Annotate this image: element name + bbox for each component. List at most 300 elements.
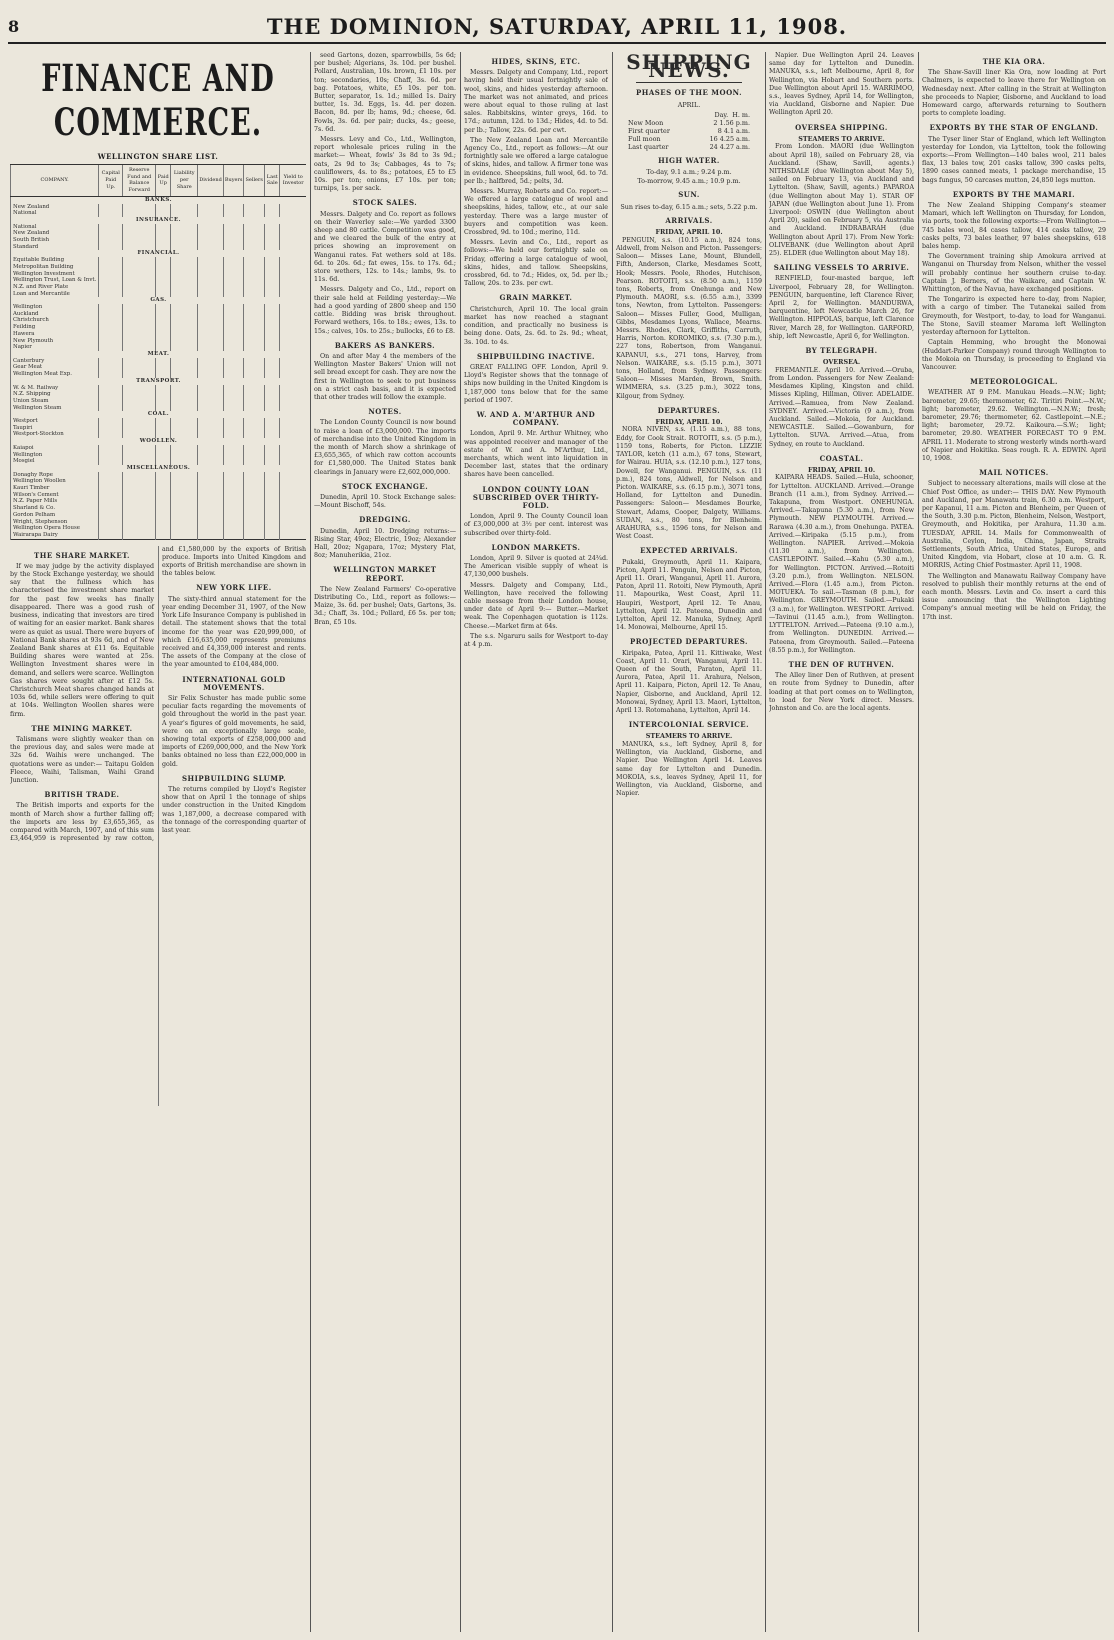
- newspaper-title: THE DOMINION, SATURDAY, APRIL 11, 1908.: [266, 13, 848, 39]
- table-group-row: [11, 297, 307, 304]
- table-cell: [223, 431, 244, 438]
- sun-line: Sun rises to-day, 6.15 a.m.; sets, 5.22 p.m.: [620, 202, 758, 211]
- page-number: 8: [8, 16, 20, 36]
- table-cell: [171, 344, 198, 351]
- article-text: On and after May 4 the members of the Wellington Master Bakers' Union will not sell bread except for cash. They are now the first in Wellington to seek to put business on a strict cash basis, and it is expected that other trades will follow the example.: [314, 352, 456, 401]
- table-header: Capital Paid Up.: [99, 165, 123, 197]
- table-cell: [244, 304, 265, 311]
- table-cell: [123, 358, 156, 365]
- table-cell: [264, 364, 279, 371]
- table-cell: [223, 338, 244, 345]
- table-cell: [223, 472, 244, 479]
- moon-phase-time: [718, 127, 750, 135]
- table-cell: [156, 385, 171, 392]
- table-cell: [99, 385, 123, 392]
- table-cell: [171, 405, 198, 412]
- article-text: Messrs. Dalgety and Company, Ltd., Wellington, have received the following cable message from their London house, under date of April 9:— Butter.—Market weak. The Copenhagen quotation is 112s. Cheese.—Market firm at 64s.: [464, 581, 608, 630]
- company-name: Westport-Stockton: [11, 431, 99, 438]
- table-cell: [99, 498, 123, 505]
- table-cell: [223, 512, 244, 519]
- table-cell: [244, 405, 265, 412]
- table-cell: [156, 391, 171, 398]
- table-group-row: [11, 378, 307, 385]
- table-cell: [198, 224, 224, 231]
- company-name: South British: [11, 237, 99, 244]
- table-cell: [99, 324, 123, 331]
- table-cell: [123, 271, 156, 278]
- article-heading: EXPORTS BY THE STAR OF ENGLAND.: [929, 123, 1099, 133]
- article-heading: WELLINGTON MARKET REPORT.: [333, 565, 437, 583]
- article-text: Messrs. Dalgety and Co. report as follows on their Waverley sale:—We yarded 3300 sheep and 80 cattle. Competition was good, and we cleared the bulk of the entry at prices showing an improvement on Wanganui rates. Fat wethers sold at 18s. 6d. to 20s. 6d.; fat ewes, 15s. to 17s. 6d.; store wethers, 12s. to 14s.; lambs, 9s. to 11s. 6d.: [314, 210, 456, 284]
- moon-phase-time: [710, 143, 750, 151]
- table-cell: [244, 331, 265, 338]
- table-group-name: INSURANCE.: [11, 217, 307, 224]
- table-group-row: [11, 351, 307, 358]
- table-cell: [171, 277, 198, 284]
- table-header: Last Sale: [264, 165, 279, 197]
- table-cell: [198, 264, 224, 271]
- table-cell: [156, 257, 171, 264]
- moon-month: APRIL.: [677, 100, 701, 109]
- moon-phase-row: [628, 119, 750, 127]
- company-name: N.Z. and River Plate: [11, 284, 99, 291]
- table-cell: [244, 277, 265, 284]
- table-cell: [123, 257, 156, 264]
- table-cell: [198, 338, 224, 345]
- company-name: Wright, Stephenson: [11, 519, 99, 526]
- table-row: [11, 405, 307, 412]
- table-row: [11, 271, 307, 278]
- table-cell: [123, 244, 156, 251]
- table-cell: [264, 244, 279, 251]
- company-name: Loan and Mercantile: [11, 291, 99, 298]
- table-cell: [223, 405, 244, 412]
- company-name: Taupiri: [11, 425, 99, 432]
- table-cell: [99, 244, 123, 251]
- table-cell: [171, 331, 198, 338]
- company-name: Wellington Investment: [11, 271, 99, 278]
- article-text: The New Zealand Loan and Mercantile Agency Co., Ltd., report as follows:—At our fortnightly sale we offered a large catalogue of skins, hides, and tallow. A firmer tone was in evidence. Sheepskins, full wool, 6d. to 7d. per lb.; halfbred, 5d.; pelts, 3d.: [464, 136, 608, 185]
- table-cell: [244, 492, 265, 499]
- table-cell: [99, 230, 123, 237]
- table-cell: [171, 385, 198, 392]
- article-subheading: FRIDAY, APRIL 10.: [655, 417, 723, 426]
- table-cell: [280, 291, 306, 298]
- column-rule: [310, 52, 311, 1632]
- table-cell: [264, 385, 279, 392]
- table-cell: [264, 472, 279, 479]
- table-cell: [99, 344, 123, 351]
- table-row: [11, 257, 307, 264]
- table-cell: [264, 458, 279, 465]
- table-cell: [280, 418, 306, 425]
- table-group-row: [11, 465, 307, 472]
- table-cell: [198, 398, 224, 405]
- moon-phase-name: Last quarter: [628, 143, 669, 152]
- table-cell: [99, 425, 123, 432]
- table-cell: [244, 425, 265, 432]
- table-group-name: WOOLLEN.: [11, 438, 307, 445]
- table-cell: [244, 364, 265, 371]
- table-cell: [280, 472, 306, 479]
- table-group-row: [11, 217, 307, 224]
- table-row: [11, 237, 307, 244]
- table-cell: [171, 512, 198, 519]
- table-cell: [223, 291, 244, 298]
- table-cell: [123, 291, 156, 298]
- table-cell: [198, 505, 224, 512]
- table-header: Buyers: [223, 165, 244, 197]
- table-cell: [171, 210, 198, 217]
- table-cell: [99, 519, 123, 526]
- table-cell: [244, 210, 265, 217]
- article-text: Subject to necessary alterations, mails will close at the Chief Post Office, as under:— THIS DAY. New Plymouth and Auckland, per Manawatu train, 6.30 a.m. Westport, per Kapanui, 11 a.m. Picton and Blenheim, per Queen of the South, 3.30 p.m. Picton, Blenheim, Nelson, Westport, Greymouth, and Hokitika, per Arahura, 11.30 a.m. TUESDAY, APRIL 14. Mails for Commonwealth of Australia, Ceylon, India, China, Japan, Straits Settlements, South Africa, United States, Europe, and United Kingdom, via Hobart, close at 10 a.m. G. R. MORRIS, Acting Chief Postmaster. April 11, 1908.: [922, 480, 1106, 570]
- table-cell: [198, 405, 224, 412]
- article-heading: METEOROLOGICAL.: [970, 377, 1058, 387]
- table-row: [11, 478, 307, 485]
- table-cell: [280, 452, 306, 459]
- table-cell: [198, 498, 224, 505]
- article-heading: W. AND A. M'ARTHUR AND COMPANY.: [476, 409, 596, 428]
- table-cell: [99, 398, 123, 405]
- table-row: [11, 244, 307, 251]
- article-text: The returns compiled by Lloyd's Register show that on April 1 the tonnage of ships under construction in the United Kingdom was 1,187,000, a decrease compared with the tonnage of the corresponding quarter of last year.: [162, 785, 306, 834]
- table-header: Reserve Fund and Balance Forward: [123, 165, 156, 197]
- finance-title: FINANCE AND COMMERCE.: [41, 57, 275, 145]
- article-heading: BRITISH TRADE.: [44, 790, 120, 800]
- table-row: [11, 532, 307, 539]
- table-cell: [171, 358, 198, 365]
- table-cell: [123, 418, 156, 425]
- table-cell: [264, 485, 279, 492]
- table-group-name: COAL.: [11, 411, 307, 418]
- article-heading: NOTES.: [368, 407, 402, 417]
- table-cell: [156, 512, 171, 519]
- article-heading: HIDES, SKINS, ETC.: [491, 57, 581, 66]
- table-cell: [223, 398, 244, 405]
- table-cell: [264, 257, 279, 264]
- moon-phase-day: 2: [713, 119, 718, 128]
- table-cell: [264, 204, 279, 211]
- table-cell: [156, 371, 171, 378]
- company-name: Standard: [11, 244, 99, 251]
- table-cell: [171, 230, 198, 237]
- article-text: Christchurch, April 10. The local grain market has now reached a stagnant condition, and practically no business is being done. Oats, 2s. 6d. to 2s. 9d.; wheat, 3s. 10d. to 4s.: [464, 305, 608, 346]
- table-cell: [198, 525, 224, 532]
- table-cell: [156, 271, 171, 278]
- table-row: [11, 398, 307, 405]
- table-row: [11, 364, 307, 371]
- table-cell: [264, 371, 279, 378]
- table-cell: [223, 264, 244, 271]
- table-cell: [156, 324, 171, 331]
- table-cell: [99, 472, 123, 479]
- table-row: [11, 472, 307, 479]
- table-cell: [280, 358, 306, 365]
- table-group-name: TRANSPORT.: [11, 378, 307, 385]
- company-name: Wellington Steam: [11, 405, 99, 412]
- table-cell: [223, 311, 244, 318]
- table-cell: [171, 472, 198, 479]
- table-row: [11, 458, 307, 465]
- table-cell: [171, 311, 198, 318]
- table-cell: [123, 324, 156, 331]
- table-row: [11, 264, 307, 271]
- table-cell: [156, 519, 171, 526]
- table-cell: [264, 271, 279, 278]
- table-cell: [223, 364, 244, 371]
- table-cell: [198, 331, 224, 338]
- table-cell: [99, 271, 123, 278]
- table-cell: [99, 311, 123, 318]
- table-row: [11, 358, 307, 365]
- table-cell: [123, 512, 156, 519]
- table-cell: [171, 364, 198, 371]
- table-cell: [156, 311, 171, 318]
- table-cell: [99, 492, 123, 499]
- table-cell: [99, 331, 123, 338]
- table-cell: [244, 244, 265, 251]
- moon-phase-day: 8: [717, 127, 722, 136]
- moon-phase-hm: 1.56 p.m.: [719, 119, 750, 128]
- article-heading: COASTAL.: [819, 453, 864, 463]
- table-cell: [264, 317, 279, 324]
- table-cell: [244, 264, 265, 271]
- table-row: [11, 385, 307, 392]
- article-heading: THE DEN OF RUTHVEN.: [788, 659, 895, 669]
- table-row: [11, 284, 307, 291]
- company-name: Hawera: [11, 331, 99, 338]
- table-cell: [264, 291, 279, 298]
- table-header: COMPANY.: [11, 165, 99, 197]
- company-name: New Plymouth: [11, 338, 99, 345]
- moon-phase-row: [628, 127, 750, 135]
- table-cell: [198, 472, 224, 479]
- table-cell: [156, 458, 171, 465]
- table-cell: [123, 478, 156, 485]
- article-heading: INTERCOLONIAL SERVICE.: [628, 720, 750, 730]
- table-cell: [244, 472, 265, 479]
- table-cell: [156, 431, 171, 438]
- table-cell: [156, 331, 171, 338]
- article-text: WEATHER AT 9 P.M. Manukau Heads.—N.W.; light; barometer, 29.65; thermometer, 62. Tiritiri Point.—N.W.; light; barometer, 29.62. Wellington.—N.N.W.; fresh; barometer, 29.76; thermometer, 62. Castlepoint.—N.E.; light; barometer, 29.72. Kaikoura.—S.W.; light; barometer, 29.80. WEATHER FORECAST TO 9 P.M. APRIL 11. Moderate to strong westerly winds north-ward of Napier and Hokitika. Seas rough. R. A. EDWIN. April 10, 1908.: [922, 389, 1106, 462]
- table-cell: [123, 224, 156, 231]
- table-cell: [280, 331, 306, 338]
- table-cell: [198, 304, 224, 311]
- company-name: New Zealand: [11, 230, 99, 237]
- table-cell: [280, 230, 306, 237]
- table-cell: [123, 264, 156, 271]
- table-cell: [156, 230, 171, 237]
- sun-heading: SUN.: [678, 190, 700, 200]
- table-cell: [171, 224, 198, 231]
- table-cell: [244, 311, 265, 318]
- article-heading: BY TELEGRAPH.: [805, 346, 878, 355]
- article-text: London, April 9. Mr. Arthur Whitney, who was appointed receiver and manager of the estate of W. and A. M'Arthur, Ltd., merchants, which went into liquidation in December last, states that the ordinary shares have been cancelled.: [464, 430, 608, 479]
- share-list-title: WELLINGTON SHARE LIST.: [97, 152, 219, 161]
- table-cell: [156, 505, 171, 512]
- table-cell: [264, 519, 279, 526]
- table-row: [11, 311, 307, 318]
- table-cell: [223, 385, 244, 392]
- article-heading: THE MINING MARKET.: [31, 723, 133, 733]
- table-group-name: FINANCIAL.: [11, 250, 307, 257]
- table-cell: [171, 338, 198, 345]
- table-cell: [99, 525, 123, 532]
- table-cell: [198, 512, 224, 519]
- table-cell: [280, 458, 306, 465]
- table-cell: [264, 391, 279, 398]
- table-cell: [156, 304, 171, 311]
- table-cell: [264, 324, 279, 331]
- table-row: [11, 418, 307, 425]
- table-cell: [264, 358, 279, 365]
- table-cell: [264, 338, 279, 345]
- table-cell: [223, 331, 244, 338]
- table-cell: [244, 271, 265, 278]
- table-cell: [99, 284, 123, 291]
- table-row: [11, 425, 307, 432]
- company-name: Wellington Meat Exp.: [11, 371, 99, 378]
- table-cell: [123, 532, 156, 539]
- table-cell: [264, 230, 279, 237]
- moon-phase-name: First quarter: [628, 127, 670, 136]
- table-cell: [123, 331, 156, 338]
- table-cell: [171, 425, 198, 432]
- article-text: PENGUIN, s.s. (10.15 a.m.), 824 tons, Aldwell, from Nelson and Picton. Passengers: Saloon— Misses Lane, Mount, Blundell, Fifth, Anderson, Clarke, Mesdames Scott, Hook; Messrs. Poole, Rhodes, Hutchison, Pearson. ROTOITI, s.s. (8.50 a.m.), 1159 tons, Roberts, from Onehunga and New Plymouth. MAORI, s.s. (6.55 a.m.), 3399 tons, Newton, from Lyttelton. Passengers: Saloon— Misses Fuller, Good, Mulligan, Gibbs, Mesdames Lyons, Wallace, Mearns. Messrs. Rhodes, Clark, Griffiths, Carruth, Harris, Norton. KOROMIKO, s.s. (7.30 p.m.), 227 tons, Robertson, from Wanganui. KAPANUI, s.s., 271 tons, Harvey, from Nelson. WAIKARE, s.s. (5.15 p.m.), 3071 tons, Holland, from Sydney. Passengers: Saloon— Misses Marden, Brown, Smith. WIMMERA, s.s. (3.25 p.m.), 3022 tons, Kilgour, from Sydney.: [616, 236, 762, 400]
- table-cell: [198, 277, 224, 284]
- table-cell: [244, 358, 265, 365]
- table-cell: [99, 485, 123, 492]
- article-heading: LONDON COUNTY LOAN SUBSCRIBED OVER THIRTY-FOLD.: [472, 484, 600, 510]
- table-row: [11, 304, 307, 311]
- table-cell: [264, 512, 279, 519]
- article-subheading: STEAMERS TO ARRIVE.: [798, 134, 885, 143]
- table-cell: [264, 431, 279, 438]
- table-cell: [171, 431, 198, 438]
- article-heading: OVERSEA SHIPPING.: [795, 122, 888, 132]
- column-6: [769, 52, 914, 1632]
- table-row: [11, 505, 307, 512]
- table-cell: [171, 284, 198, 291]
- article-text: The Alley liner Den of Ruthven, at present en route from Sydney to Dunedin, after loading at that port comes on to Wellington, to load for New York direct. Messrs. Johnston and Co. are the local agents.: [769, 672, 914, 712]
- table-cell: [280, 284, 306, 291]
- table-cell: [156, 405, 171, 412]
- table-cell: [280, 244, 306, 251]
- table-cell: [244, 398, 265, 405]
- table-cell: [123, 505, 156, 512]
- table-cell: [280, 485, 306, 492]
- table-cell: [171, 317, 198, 324]
- moon-phase-hm: 4.1 a.m.: [723, 127, 750, 136]
- article-text: The Wellington and Manawatu Railway Company have resolved to publish their monthly returns at the end of each month. Messrs. Levin and Co. insert a card this issue announcing that the Wellington Lighting Company's annual meeting will be held on Friday, the 17th inst.: [922, 572, 1106, 621]
- table-cell: [99, 478, 123, 485]
- table-cell: [156, 210, 171, 217]
- moon-phase-name: Full moon: [628, 135, 661, 144]
- table-cell: [99, 291, 123, 298]
- company-name: Metropolitan Building: [11, 264, 99, 271]
- table-cell: [198, 445, 224, 452]
- table-cell: [123, 405, 156, 412]
- table-cell: [99, 405, 123, 412]
- table-row: [11, 210, 307, 217]
- table-cell: [99, 237, 123, 244]
- table-row: [11, 498, 307, 505]
- table-cell: [244, 344, 265, 351]
- article-text: Kiripaka, Patea, April 11. Kittiwake, West Coast, April 11. Orari, Wanganui, April 11. Queen of the South, Paraton, April 11. Aurora, Patea, April 11. Arahura, Nelson, April 11. Kaipara, Picton, April 12. Te Anau, Napier, Gisborne, and Auckland, April 12. Monowai, Sydney, April 13. Maori, Lyttelton, April 13. Rotomahana, Lyttelton, April 14.: [616, 649, 762, 714]
- table-cell: [123, 277, 156, 284]
- table-cell: [156, 532, 171, 539]
- table-cell: [171, 532, 198, 539]
- table-row: [11, 277, 307, 284]
- finance-column: [10, 52, 306, 1632]
- table-cell: [156, 472, 171, 479]
- moon-phase-day: 16: [709, 135, 718, 144]
- table-cell: [264, 478, 279, 485]
- article-text: Messrs. Levin and Co., Ltd., report as follows:—We held our fortnightly sale on Friday, offering a large catalogue of wool, skins, hides, and tallow. Sheepskins, crossbred, 6d. to 7d.; Hides, ox, 5d. per lb.; Tallow, 20s. to 23s. per cwt.: [464, 239, 608, 288]
- company-name: N.Z. Shipping: [11, 391, 99, 398]
- table-cell: [198, 344, 224, 351]
- table-cell: [99, 358, 123, 365]
- table-cell: [156, 244, 171, 251]
- table-cell: [280, 257, 306, 264]
- company-name: Mosgiel: [11, 458, 99, 465]
- table-cell: [223, 257, 244, 264]
- table-cell: [171, 324, 198, 331]
- table-cell: [264, 525, 279, 532]
- table-cell: [123, 230, 156, 237]
- table-row: [11, 338, 307, 345]
- table-cell: [123, 452, 156, 459]
- article-text: seed Gartons, dozen, sparrowbills, 5s 6d; per bushel; Algerians, 3s. 10d. per bushel. Pollard, Australian, 10s. brown, £1 10s. per ton; secondaries, 10s; Chaff, 3s. 6d. per bag. Potatoes, white, £5 10s. per ton. Butter, separator, 1s. 1d.; milled 1s. Dairy butter, 1s. 3d. Eggs, 1s. 4d. per dozen. Bacon, 8d. per lb; hams, 9d.; cheese, 6d. Fowls, 3s. 6d. per pair; ducks, 4s.; geese, 7s. 6d.: [314, 52, 456, 133]
- table-cell: [171, 304, 198, 311]
- table-cell: [123, 391, 156, 398]
- moon-phase-time: [710, 135, 750, 143]
- table-cell: [156, 204, 171, 211]
- table-header: Liability per Share: [171, 165, 198, 197]
- table-cell: [123, 498, 156, 505]
- moon-heading: PHASES OF THE MOON.: [635, 88, 743, 98]
- table-row: [11, 291, 307, 298]
- company-name: Auckland: [11, 311, 99, 318]
- table-cell: [171, 391, 198, 398]
- table-cell: [244, 391, 265, 398]
- table-row: [11, 485, 307, 492]
- table-group-name: MISCELLANEOUS.: [11, 465, 307, 472]
- table-cell: [264, 210, 279, 217]
- table-cell: [280, 324, 306, 331]
- high-water-today: To-day, 9.1 a.m.; 9.24 p.m.: [646, 168, 732, 177]
- company-name: Wellington Opera House: [11, 525, 99, 532]
- table-cell: [171, 519, 198, 526]
- table-cell: [123, 210, 156, 217]
- article-heading: SAILING VESSELS TO ARRIVE.: [773, 263, 910, 273]
- table-cell: [223, 525, 244, 532]
- article-subheading: FRIDAY, APRIL 10.: [655, 228, 723, 237]
- table-cell: [198, 492, 224, 499]
- table-cell: [244, 431, 265, 438]
- table-cell: [123, 525, 156, 532]
- article-text: The sixty-third annual statement for the year ending December 31, 1907, of the New York Life Insurance Company is published in detail. The statement shows that the total income for the year was £20,999,000, of which £16,635,000 represents premiums received and £4,359,000 interest and rents. The assets of the Company at the close of the year amounted to £104,484,000.: [162, 595, 306, 669]
- table-cell: [264, 311, 279, 318]
- table-cell: [244, 385, 265, 392]
- table-cell: [280, 344, 306, 351]
- column-7: [922, 52, 1106, 1632]
- table-cell: [223, 210, 244, 217]
- table-cell: [156, 291, 171, 298]
- table-cell: [264, 425, 279, 432]
- table-cell: [280, 445, 306, 452]
